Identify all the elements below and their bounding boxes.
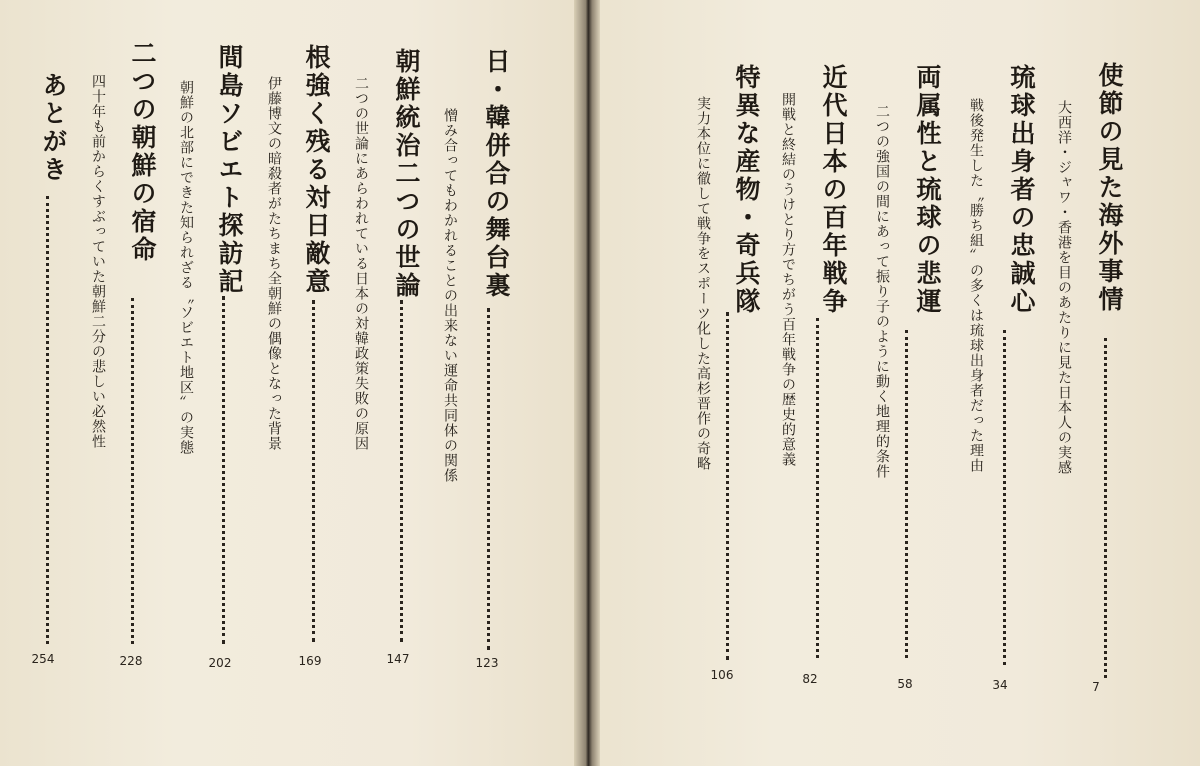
toc-subtitle: 戦後発生した〝勝ち組〟の多くは琉球出身者だった理由 bbox=[968, 98, 984, 473]
toc-subtitle: 大西洋・ジャワ・香港を目のあたりに見た日本人の実感 bbox=[1056, 100, 1072, 475]
toc-page-number: 147 bbox=[386, 652, 410, 666]
toc-title: 根強く残る対日敵意 bbox=[302, 44, 331, 296]
toc-subtitle: 二つの強国の間にあって振り子のように動く地理的条件 bbox=[874, 104, 890, 479]
toc-page-number: 82 bbox=[802, 672, 818, 686]
toc-page-number: 202 bbox=[208, 656, 232, 670]
toc-leader bbox=[905, 330, 908, 658]
toc-page-number: 34 bbox=[992, 678, 1008, 692]
toc-leader bbox=[222, 296, 225, 644]
toc-page-number: 169 bbox=[298, 654, 322, 668]
toc-title: 使節の見た海外事情 bbox=[1095, 62, 1124, 314]
toc-title: 両属性と琉球の悲運 bbox=[913, 64, 942, 316]
toc-page-number: 58 bbox=[897, 677, 913, 691]
toc-leader bbox=[131, 298, 134, 644]
toc-title: あとがき bbox=[39, 72, 68, 184]
toc-leader bbox=[1003, 330, 1006, 665]
toc-subtitle: 開戦と終結のうけとり方でちがう百年戦争の歴史的意義 bbox=[780, 92, 796, 467]
toc-title: 間島ソビエト探訪記 bbox=[215, 44, 244, 296]
toc-leader bbox=[1104, 338, 1107, 678]
toc-title: 二つの朝鮮の宿命 bbox=[128, 40, 157, 264]
toc-leader bbox=[312, 300, 315, 642]
toc-leader bbox=[46, 196, 49, 644]
toc-page-number: 106 bbox=[710, 668, 734, 682]
toc-leader bbox=[487, 308, 490, 650]
toc-subtitle: 四十年も前からくすぶっていた朝鮮二分の悲しい必然性 bbox=[90, 74, 106, 449]
toc-subtitle: 憎み合ってもわかれることの出来ない運命共同体の関係 bbox=[442, 108, 458, 483]
book-gutter bbox=[574, 0, 600, 766]
toc-page-number: 7 bbox=[1092, 680, 1100, 694]
toc-title: 日・韓併合の舞台裏 bbox=[482, 48, 511, 300]
toc-leader bbox=[726, 312, 729, 660]
toc-title: 特異な産物・奇兵隊 bbox=[732, 64, 761, 316]
toc-subtitle: 実力本位に徹して戦争をスポーツ化した高杉晋作の奇略 bbox=[695, 96, 711, 471]
toc-subtitle: 伊藤博文の暗殺者がたちまち全朝鮮の偶像となった背景 bbox=[266, 76, 282, 451]
toc-subtitle: 二つの世論にあらわれている日本の対韓政策失敗の原因 bbox=[353, 76, 369, 451]
toc-page-number: 254 bbox=[31, 652, 55, 666]
toc-page-number: 123 bbox=[475, 656, 499, 670]
toc-title: 琉球出身者の忠誠心 bbox=[1007, 64, 1036, 316]
toc-page-number: 228 bbox=[119, 654, 143, 668]
toc-leader bbox=[400, 300, 403, 642]
toc-title: 朝鮮統治二つの世論 bbox=[392, 48, 421, 300]
toc-title: 近代日本の百年戦争 bbox=[819, 64, 848, 316]
toc-leader bbox=[816, 318, 819, 658]
toc-subtitle: 朝鮮の北部にできた知られざる〝ソビエト地区〟の実態 bbox=[178, 80, 194, 455]
